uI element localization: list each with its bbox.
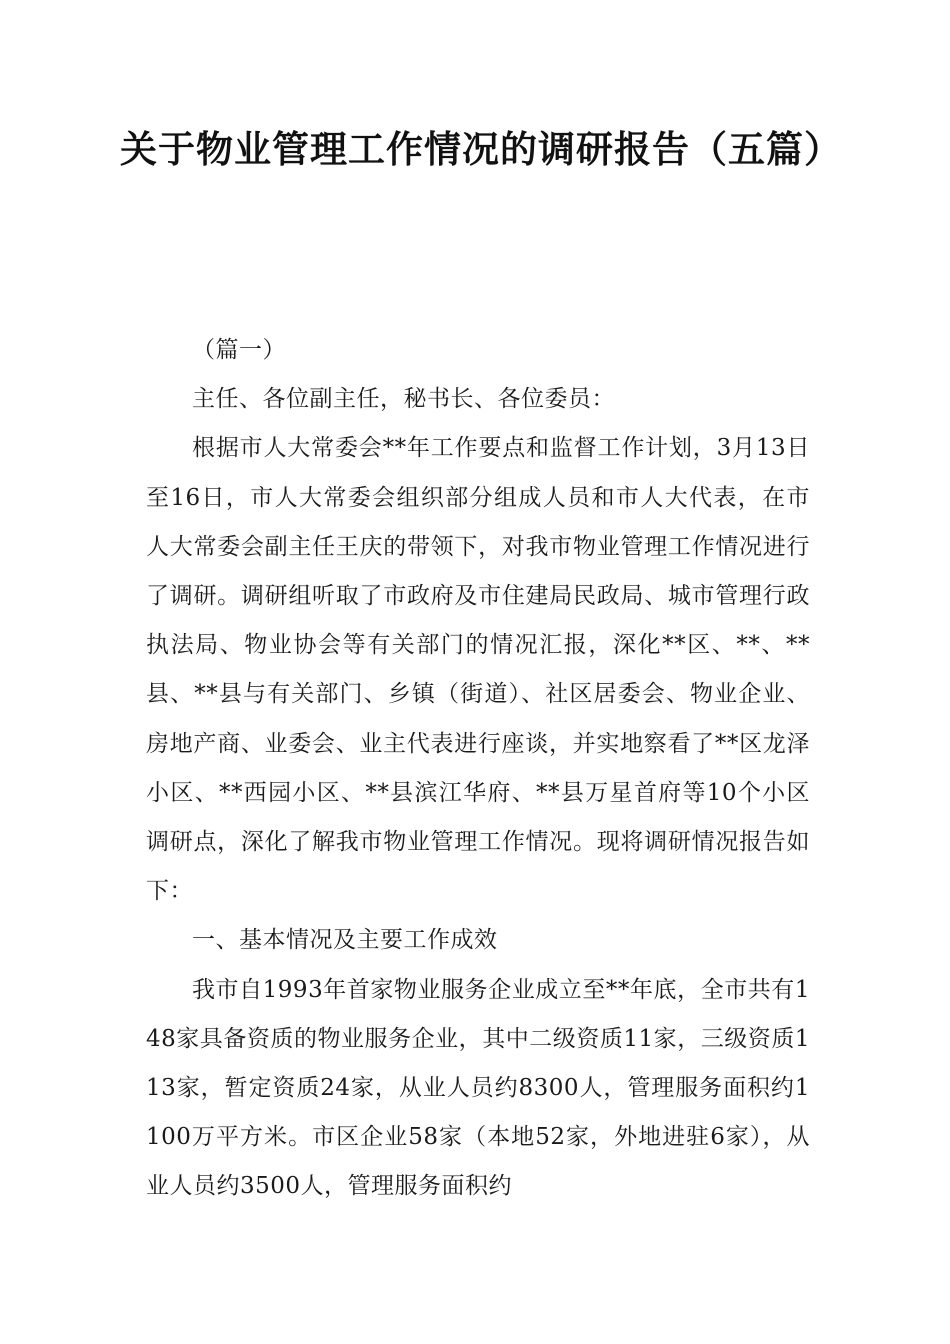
paragraph-intro: 根据市人大常委会**年工作要点和监督工作计划，3月13日至16日，市人大常委会组织部分组成人员和市人大代表，在市人大常委会副主任王庆的带领下，对我市物业管理工作情况进行了调研。调研组听取了市政府及市住建局民政局、城市管理行政执法局、物业协会等有关部门的情况汇报，深化**区、**、**县、**县与有关部门、乡镇（街道）、社区居委会、物业企业、房地产商、业委会、业主代表进行座谈，并实地察看了**区龙泽小区、**西园小区、**县滨江华府、**县万星首府等10个小区调研点，深化了解我市物业管理工作情况。现将调研情况报告如下： (146, 435, 810, 905)
paragraph-section-label: （篇一） (192, 337, 286, 363)
section-heading: 一、基本情况及主要工作成效 (192, 927, 498, 954)
paragraph-salutation: 主任、各位副主任，秘书长、各位委员： (192, 386, 615, 413)
document-body (146, 326, 810, 1212)
document-title: 关于物业管理工作情况的调研报告（五篇） (120, 128, 842, 171)
paragraph-basic-info: 我市自1993年首家物业服务企业成立至**年底，全市共有148家具备资质的物业服务企业，其中二级资质11家，三级资质113家，暂定资质24家，从业人员约8300人，管理服务面积约1100万平方米。市区企业58家（本地52家，外地进驻6家），从业人员约3500人，管理服务面积约 (146, 976, 810, 1200)
